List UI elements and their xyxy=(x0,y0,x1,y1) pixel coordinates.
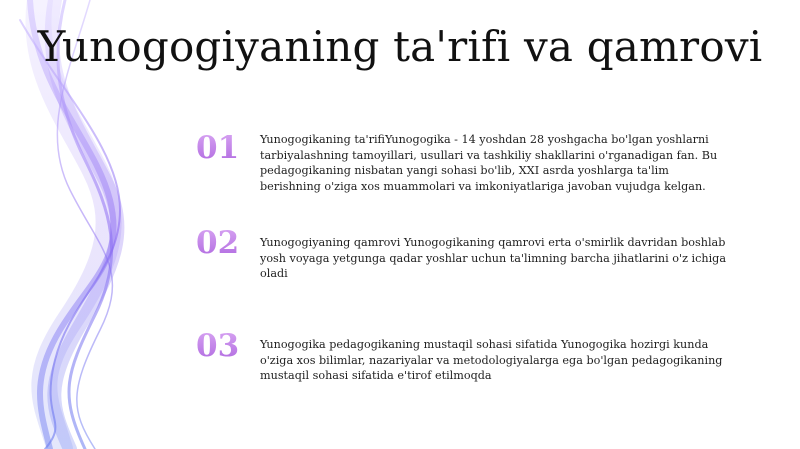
item-number: 01 xyxy=(196,132,244,164)
item-text: Yunogogika pedagogikaning mustaqil sohasi sifatida Yunogogika hozirgi kunda o'ziga xos bilimlar, nazariyalar va metodologiyalarga ega bo'lgan pedagogikaning mustaqil sohasi sifatida e'tirof etilmoqda xyxy=(260,338,723,382)
page-title: Yunogogiyaning ta'rifi va qamrovi xyxy=(37,22,763,71)
item-text: Yunogogiyaning qamrovi Yunogogikaning qamrovi erta o'smirlik davridan boshlab yosh voyaga yetgunga qadar yoshlar uchun ta'limning barcha jihatlarini o'z ichiga oladi xyxy=(260,236,726,280)
item-text: Yunogogikaning ta'rifiYunogogika - 14 yoshdan 28 yoshgacha bo'lgan yoshlarni tarbiyalashning tamoyillari, usullari va tashkiliy shakllarini o'rganadigan fan. Bu pedagogikaning nisbatan yangi sohasi bo'lib, XXI asrda yoshlarga ta'lim berishning o'ziga xos muammolari va imkoniyatlariga javoban vujudga kelgan. xyxy=(260,133,718,193)
item-number: 03 xyxy=(196,330,244,362)
item-number: 02 xyxy=(196,227,244,259)
